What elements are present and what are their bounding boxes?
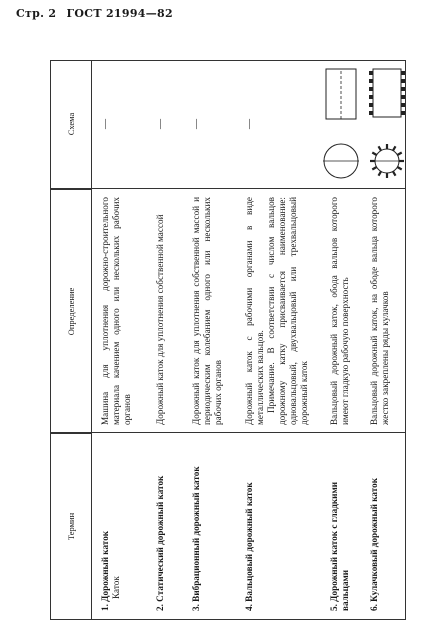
pad-foot-front [401,95,405,99]
column-header-definition: Определение [51,189,91,433]
pad-foot-front [401,71,405,75]
table-row-6-term [369,451,383,611]
pad-foot-front [369,79,373,83]
smooth-roller-sketch [319,63,363,183]
table-row-4-scheme: — [244,119,255,129]
column-divider-1 [51,432,405,433]
table-row-3-definition: Дорожный каток для уплотнения собственной массой и периодическим колебанием одного или нескольких рабочих органов [191,197,223,425]
pad-foot-front [369,95,373,99]
pad-foot [393,171,396,175]
table-row-2-scheme: — [155,119,166,129]
header-divider [91,61,92,619]
pad-foot [397,153,401,156]
column-divider-2 [51,188,405,189]
table-row-5-term [329,451,357,611]
pad-foot-front [401,79,405,83]
pad-foot [379,171,382,175]
pad-foot [372,153,376,156]
rotated-table-frame [50,60,406,620]
pad-foot [393,146,396,150]
column-header-scheme: Схема [66,112,76,136]
table-row-3-scheme: — [191,119,202,129]
table-row-4-definition [244,197,324,425]
standard-number: ГОСТ 21994—82 [66,7,173,20]
pad-foot [397,167,401,170]
pad-foot-front [369,111,373,115]
pad-foot-roller-sketch [367,63,407,183]
page-header [16,7,173,20]
page-number: Стр. 2 [16,7,57,20]
term-4: 4. Вальцовый дорожный каток [244,482,254,611]
term-1: 1. Дорожный каток [100,530,110,611]
term-5: 5. Дорожный каток с гладкими вальцами [329,482,350,611]
pad-foot-front [369,103,373,107]
pad-foot-front [401,103,405,107]
table-row-3-term [191,451,205,611]
table-row-4-term [244,451,258,611]
table-row-2-term [155,451,169,611]
column-header-term: Термин [51,433,91,619]
term-1-synonym: Каток [111,576,121,599]
term-6: 6. Кулачковый дорожный каток [369,477,379,611]
table-row-5-definition: Вальцовый дорожный каток, обода вальцов которого имеют гладкую рабочую поверхность [329,197,350,425]
rotated-page-content [50,60,406,620]
definition-4-text: Дорожный каток с рабочими органами в виде металлических вальцов. [244,197,265,425]
table-row-1-scheme: — [100,119,111,129]
table-row-1-term [100,451,134,611]
pad-foot-front [369,87,373,91]
pad-foot-front [401,111,405,115]
table-row-6-definition: Вальцовый дорожный каток, на ободе вальца которого жестко закреплены ряды кулачков [369,197,390,425]
pad-roller-front-feet [369,71,405,115]
term-2: 2. Статический дорожный каток [155,475,165,611]
term-3: 3. Вибрационный дорожный каток [191,466,201,611]
pad-foot [379,146,382,150]
terms-table [50,60,406,620]
pad-foot [372,167,376,170]
pad-foot-front [401,87,405,91]
definition-4-note: Примечание. В соответствии с числом вальцов дорожному катку присваивается наименование: одновальцовый, двухвальцовый или трехвальцовый дорожный каток [266,197,309,425]
pad-foot-front [369,71,373,75]
table-row-1-definition: Машина для уплотнения дорожно-строительного материала качением одного или нескольких рабочих органов [100,197,132,425]
pad-roller-front-view [373,69,401,117]
table-row-2-definition: Дорожный каток для уплотнения собственной массой [155,214,165,425]
